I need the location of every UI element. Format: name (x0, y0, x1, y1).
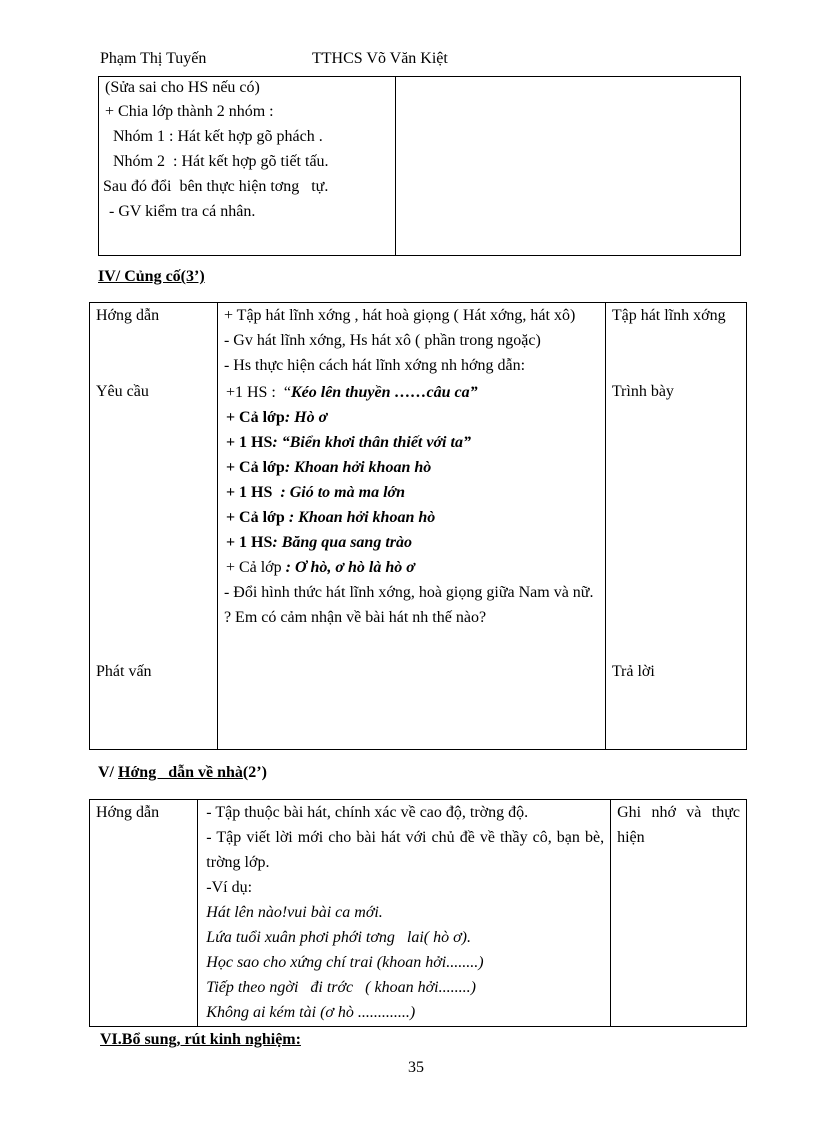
section5-table (89, 799, 747, 1027)
s5-huong-dan: Hớng dẫn (96, 804, 160, 821)
s4-item: + 1 HS: Băng qua sang trào (225, 534, 412, 551)
poem-line: Học sao cho xứng chí trai (khoan hởi........) (206, 954, 484, 971)
poem-line: Hát lên nào!vui bài ca mới. (206, 904, 383, 921)
s4-item: + Cả lớp: Khoan hởi khoan hò (225, 459, 432, 476)
top-line: - GV kiểm tra cá nhân. (105, 203, 256, 220)
poem-line: Tiếp theo ngời đi trớc ( khoan hởi........) (206, 979, 476, 996)
col3-bottom: Trả lời (611, 663, 655, 680)
s4-item: + 1 HS: “Biển khơi thân thiết với ta” (225, 434, 471, 451)
s4-item: + Cả lớp : Khoan hởi khoan hò (225, 509, 436, 526)
top-table-right-cell (395, 77, 740, 256)
section5-title: V/ Hớng dẫn về nhà(2’) (98, 764, 267, 781)
section4-title: IV/ Củng cố(3’) (98, 268, 205, 285)
poem-line: Không ai kém tài (ơ hò .............) (206, 1004, 416, 1021)
top-line: + Chia lớp thành 2 nhóm : (105, 103, 274, 120)
s5-l1: - Tập thuộc bài hát, chính xác về cao độ, trờng độ. (206, 804, 529, 821)
s4-item: + Cả lớp: Hò ơ (225, 409, 328, 426)
s5-l3: -Ví dụ: (206, 879, 253, 896)
s4-intro1: + Tập hát lĩnh xớng , hát hoà giọng ( Hát xớng, hát xô) (223, 307, 576, 324)
s5-l2: - Tập viết lời mới cho bài hát với chủ đề về thầy cô, bạn bè, trờng lớp. (206, 829, 605, 871)
s5-ghi-nho: Ghi nhớ và thực hiện (617, 804, 740, 846)
col3-mid: Trình bày (611, 383, 674, 400)
col1-phat-van: Phát vấn (96, 663, 152, 680)
section4-col1 (90, 303, 218, 750)
section5-col1 (90, 800, 198, 1027)
col1-yeu-cau: Yêu cầu (96, 383, 149, 400)
section4-table (89, 302, 747, 750)
section6-title: VI.Bổ sung, rút kinh nghiệm: (100, 1031, 301, 1048)
section5-col3 (611, 800, 747, 1027)
s4-item: + 1 HS : Gió to mà ma lớn (225, 484, 405, 501)
section4-col3 (605, 303, 746, 750)
header-school: TTHCS Võ Văn Kiệt (312, 50, 448, 67)
col3-top: Tập hát lĩnh xớng (611, 307, 726, 324)
top-line: Sau đó đổi bên thực hiện tơng tự. (103, 178, 329, 195)
col1-huong-dan: Hớng dẫn (96, 307, 160, 324)
s4-outro1: - Đổi hình thức hát lĩnh xớng, hoà giọng giữa Nam và nữ. (223, 584, 594, 601)
s4-outro2: ? Em có cảm nhận về bài hát nh thế nào? (223, 609, 487, 626)
header-author: Phạm Thị Tuyến (100, 50, 207, 67)
s4-intro3: - Hs thực hiện cách hát lĩnh xớng nh hớng dẫn: (223, 357, 526, 374)
s4-item: +1 HS : “Kéo lên thuyền ……câu ca” (225, 384, 478, 401)
section4-col2 (217, 303, 605, 750)
section5-col2 (198, 800, 611, 1027)
s4-item: + Cả lớp : Ơ hò, ơ hò là hò ơ (225, 559, 415, 576)
poem-line: Lứa tuổi xuân phơi phới tơng lai( hò ơ). (206, 929, 471, 946)
page-number: 35 (408, 1059, 424, 1076)
s4-intro2: - Gv hát lĩnh xớng, Hs hát xô ( phần trong ngoặc) (223, 332, 541, 349)
top-table (98, 76, 741, 256)
top-line: Nhóm 2 : Hát kết hợp gõ tiết tấu. (105, 153, 329, 170)
top-table-left-cell (99, 77, 396, 256)
top-line: Nhóm 1 : Hát kết hợp gõ phách . (105, 128, 323, 145)
top-line: (Sửa sai cho HS nếu có) (105, 79, 260, 96)
